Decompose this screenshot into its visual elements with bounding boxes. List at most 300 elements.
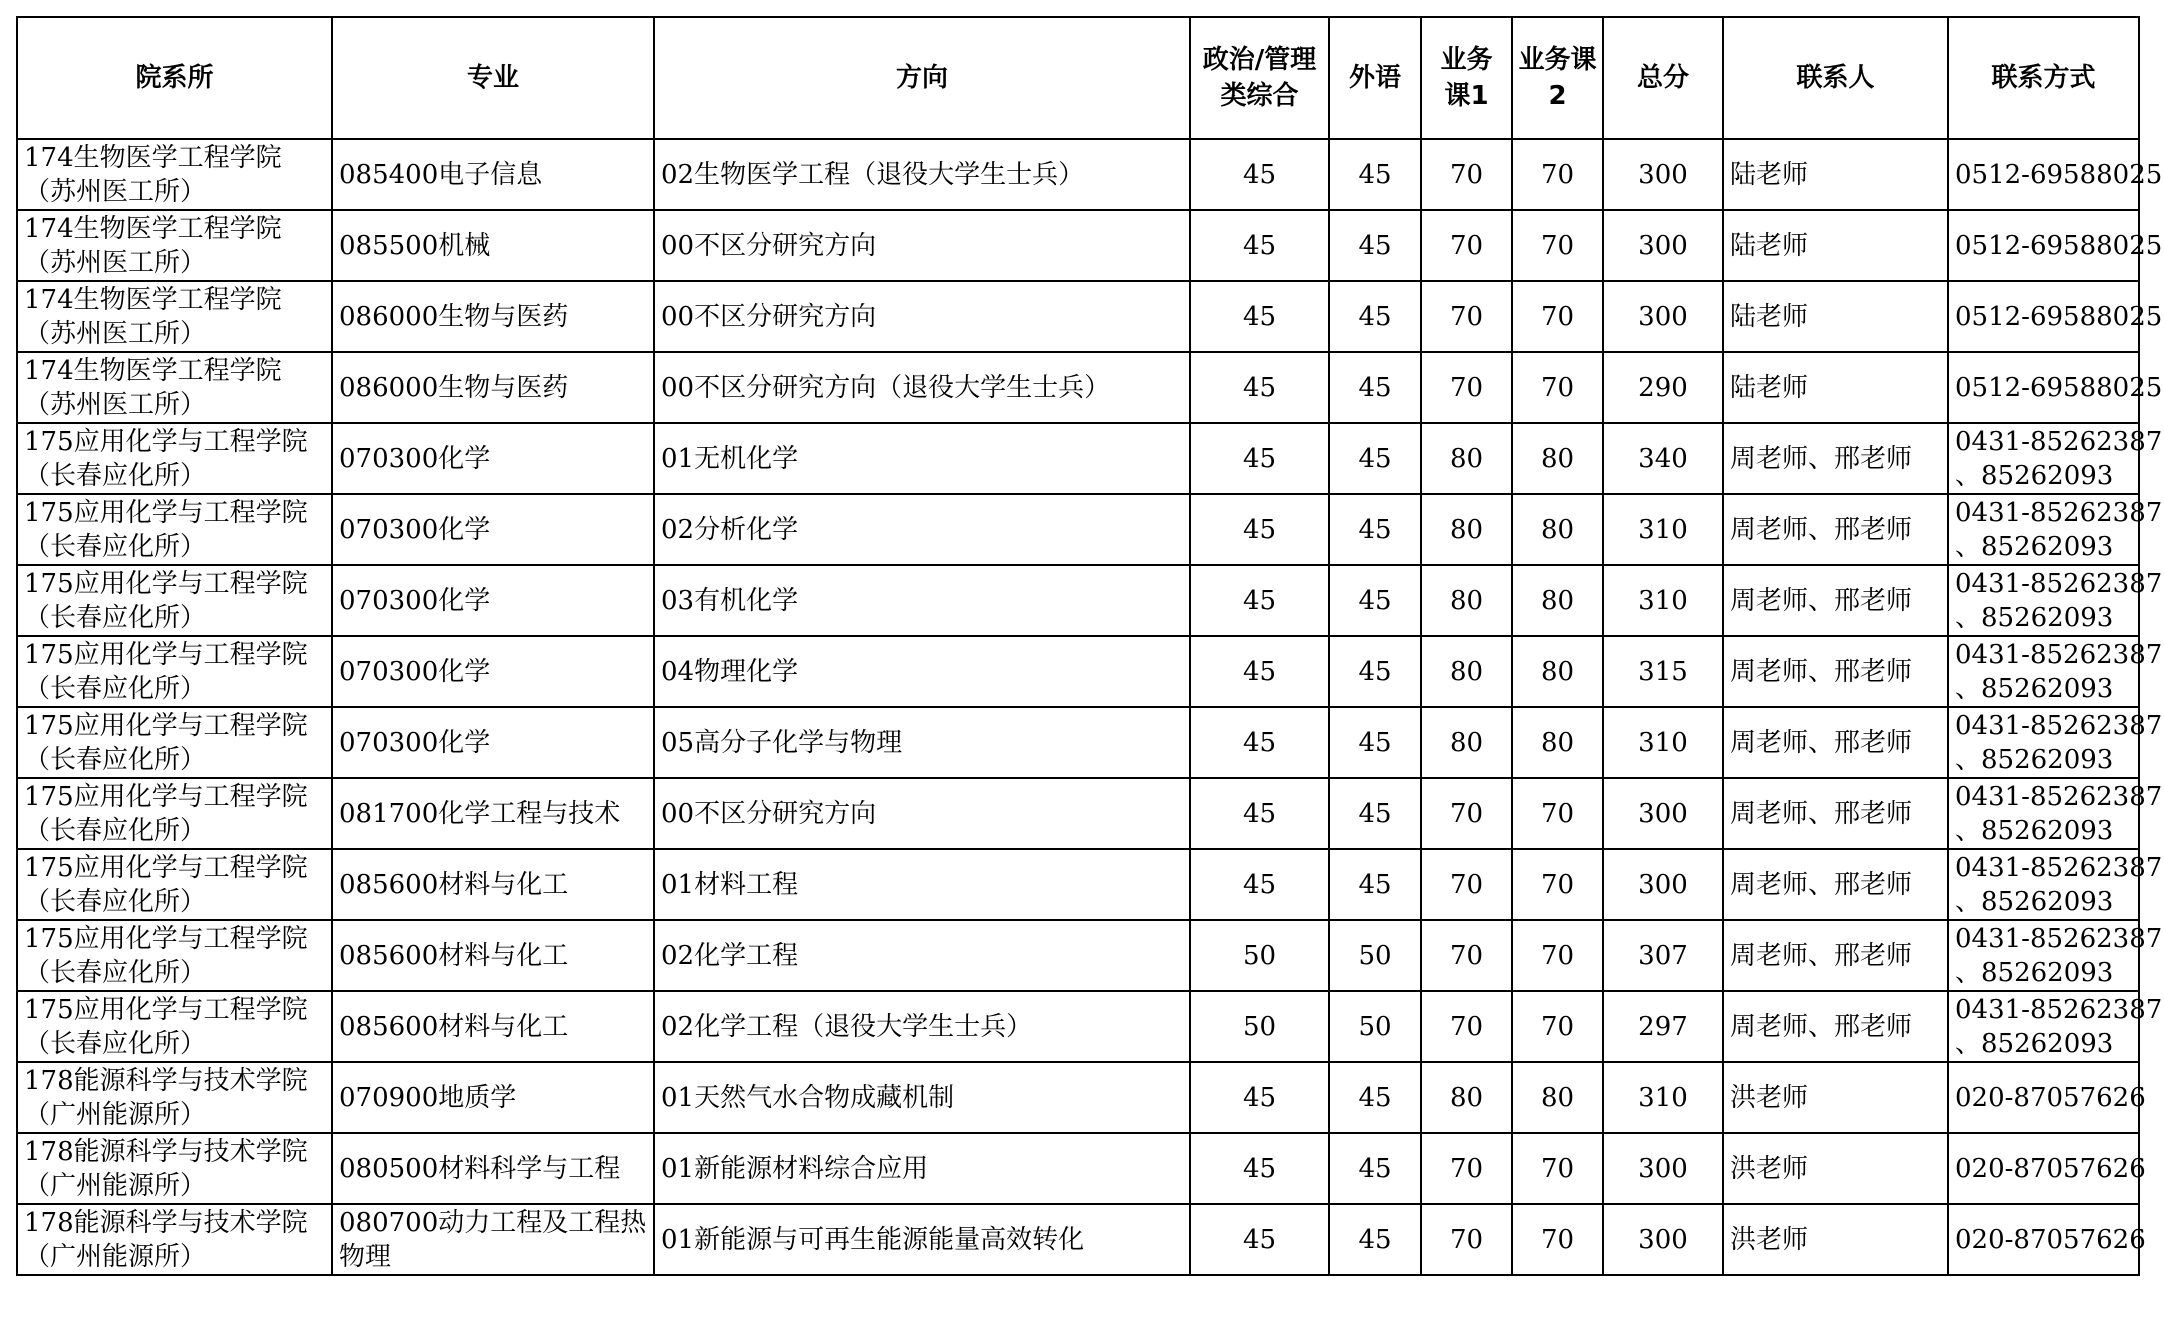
cell-foreign-language-score	[1329, 1204, 1421, 1275]
cell-contact	[1948, 352, 2163, 423]
cell-total-score	[1603, 281, 1723, 352]
cell-institute	[17, 565, 332, 636]
cell-course1-score	[1421, 139, 1512, 210]
cell-course1-score-text: 70	[1449, 1153, 1484, 1184]
header-foreign-language	[1329, 17, 1421, 139]
header-politics	[1190, 17, 1329, 139]
cell-foreign-language-score	[1329, 352, 1421, 423]
cell-course2-score	[1512, 281, 1603, 352]
cell-institute-line: （长春应化所）	[24, 886, 207, 917]
header-label: 业务课	[1518, 45, 1597, 75]
cell-institute	[17, 707, 332, 778]
cell-course2-score	[1512, 778, 1603, 849]
cell-contact	[1948, 920, 2163, 991]
cell-total-score-text: 300	[1638, 1224, 1688, 1255]
cell-institute-line: （长春应化所）	[24, 531, 207, 562]
cell-total-score	[1603, 636, 1723, 707]
cell-course1-score-text: 80	[1449, 585, 1484, 616]
table-row	[17, 1204, 2139, 1275]
cell-course1-score-text: 70	[1449, 940, 1484, 971]
cell-politics-score	[1190, 991, 1329, 1062]
cell-total-score-text: 300	[1638, 301, 1688, 332]
cell-contact-line: 、85262093	[1955, 531, 2114, 562]
cell-politics-score-text: 45	[1242, 301, 1277, 332]
cell-direction-text: 01新能源材料综合应用	[661, 1153, 929, 1184]
cell-contact-line: 020-87057626	[1955, 1082, 2146, 1113]
cell-institute-line: 174生物医学工程学院	[24, 213, 282, 244]
cell-contact-line: 、85262093	[1955, 673, 2114, 704]
cell-total-score	[1603, 849, 1723, 920]
cell-course1-score	[1421, 707, 1512, 778]
cell-course1-score-text: 80	[1449, 1082, 1484, 1113]
cell-institute	[17, 778, 332, 849]
table-row	[17, 1062, 2139, 1133]
cell-course1-score	[1421, 494, 1512, 565]
cell-course1-score-text: 70	[1449, 372, 1484, 403]
cell-major	[332, 281, 654, 352]
cell-institute-line: 178能源科学与技术学院	[24, 1207, 308, 1238]
cell-course1-score	[1421, 991, 1512, 1062]
cell-foreign-language-score-text: 45	[1358, 585, 1392, 616]
cell-course2-score-text: 80	[1540, 656, 1575, 687]
cell-contact-person	[1723, 920, 1948, 991]
cell-institute-line: 178能源科学与技术学院	[24, 1136, 308, 1167]
cell-contact-person	[1723, 565, 1948, 636]
cell-course1-score	[1421, 778, 1512, 849]
cell-contact-person	[1723, 423, 1948, 494]
cell-total-score-text: 310	[1638, 1082, 1688, 1113]
cell-major	[332, 565, 654, 636]
cell-course2-score	[1512, 707, 1603, 778]
header-major	[332, 17, 654, 139]
cell-course2-score-text: 80	[1540, 514, 1575, 545]
cell-direction-text: 02分析化学	[661, 514, 799, 545]
table-row	[17, 920, 2139, 991]
header-label: 政治/管理	[1202, 45, 1317, 75]
cell-total-score-text: 315	[1638, 656, 1688, 687]
cell-contact-line: 0512-69588025	[1955, 159, 2163, 190]
cell-course2-score	[1512, 565, 1603, 636]
cell-institute-line: （广州能源所）	[24, 1170, 207, 1201]
table-row	[17, 707, 2139, 778]
cell-institute-line: （苏州医工所）	[24, 247, 207, 278]
cell-course2-score	[1512, 1062, 1603, 1133]
cell-institute-line: 175应用化学与工程学院	[24, 568, 308, 599]
cell-direction-text: 01天然气水合物成藏机制	[661, 1082, 955, 1113]
cell-total-score	[1603, 991, 1723, 1062]
header-course1	[1421, 17, 1512, 139]
cell-institute-line: （长春应化所）	[24, 744, 207, 775]
cell-contact-line: 0431-85262387	[1955, 426, 2163, 457]
cell-major	[332, 423, 654, 494]
cell-contact-person-text: 洪老师	[1730, 1082, 1809, 1113]
cell-institute	[17, 139, 332, 210]
cell-course1-score-text: 80	[1449, 443, 1484, 474]
cell-foreign-language-score	[1329, 636, 1421, 707]
cell-institute	[17, 1133, 332, 1204]
cell-contact-person-text: 陆老师	[1730, 230, 1809, 261]
cell-contact-person	[1723, 139, 1948, 210]
cell-course2-score-text: 70	[1540, 301, 1575, 332]
cell-direction-text: 00不区分研究方向	[661, 301, 877, 332]
cell-direction-text: 01无机化学	[661, 443, 799, 474]
cell-contact-person	[1723, 1062, 1948, 1133]
cell-contact-line: 0431-85262387	[1955, 781, 2163, 812]
cell-course2-score	[1512, 423, 1603, 494]
cell-course1-score-text: 70	[1449, 159, 1484, 190]
cell-course1-score-text: 80	[1449, 727, 1484, 758]
cell-politics-score-text: 50	[1242, 940, 1277, 971]
cell-course2-score	[1512, 494, 1603, 565]
cell-total-score	[1603, 352, 1723, 423]
table-row	[17, 352, 2139, 423]
cell-politics-score-text: 45	[1242, 443, 1277, 474]
cell-contact	[1948, 849, 2163, 920]
cell-total-score	[1603, 1133, 1723, 1204]
cell-foreign-language-score	[1329, 991, 1421, 1062]
cell-institute-line: 174生物医学工程学院	[24, 142, 282, 173]
cell-foreign-language-score-text: 45	[1358, 1224, 1392, 1255]
cell-major-text: 086000生物与医药	[339, 301, 569, 332]
cell-contact	[1948, 281, 2163, 352]
cell-contact-person-text: 周老师、邢老师	[1730, 514, 1913, 545]
cell-direction	[654, 423, 1190, 494]
cell-course2-score	[1512, 210, 1603, 281]
cell-total-score-text: 307	[1638, 940, 1688, 971]
cell-contact	[1948, 139, 2163, 210]
cell-direction-text: 00不区分研究方向	[661, 230, 877, 261]
cell-politics-score	[1190, 1133, 1329, 1204]
cell-direction	[654, 778, 1190, 849]
cell-contact-line: 、85262093	[1955, 1028, 2114, 1059]
cell-contact-line: 0431-85262387	[1955, 497, 2163, 528]
cell-total-score	[1603, 920, 1723, 991]
cell-course2-score	[1512, 139, 1603, 210]
cell-contact-person	[1723, 1133, 1948, 1204]
cell-institute	[17, 849, 332, 920]
cell-institute-line: （长春应化所）	[24, 1028, 207, 1059]
header-label: 外语	[1348, 63, 1401, 93]
cell-contact	[1948, 991, 2163, 1062]
table-header-row	[17, 17, 2139, 139]
cell-contact-person-text: 周老师、邢老师	[1730, 443, 1913, 474]
table-row	[17, 494, 2139, 565]
cell-course1-score	[1421, 1062, 1512, 1133]
cell-institute-line: 175应用化学与工程学院	[24, 497, 308, 528]
cell-course1-score-text: 80	[1449, 656, 1484, 687]
cell-course1-score	[1421, 1133, 1512, 1204]
cell-major-text: 070300化学	[339, 514, 491, 545]
cell-direction	[654, 1204, 1190, 1275]
cell-contact-line: 0512-69588025	[1955, 230, 2163, 261]
header-label: 业务	[1440, 45, 1493, 75]
cell-institute-line: 175应用化学与工程学院	[24, 426, 308, 457]
table-body	[17, 139, 2163, 1275]
cell-contact-person-text: 周老师、邢老师	[1730, 940, 1913, 971]
cell-major-text: 080700动力工程及工程热物理	[339, 1207, 647, 1272]
cell-major	[332, 210, 654, 281]
cell-institute-line: （长春应化所）	[24, 673, 207, 704]
cell-contact-person	[1723, 636, 1948, 707]
header-label: 院系所	[135, 63, 214, 93]
table-row	[17, 210, 2139, 281]
cell-foreign-language-score-text: 45	[1358, 1082, 1392, 1113]
cell-course1-score-text: 70	[1449, 1011, 1484, 1042]
cell-politics-score	[1190, 920, 1329, 991]
cell-institute-line: 175应用化学与工程学院	[24, 852, 308, 883]
cell-direction	[654, 849, 1190, 920]
header-label: 联系方式	[1991, 63, 2096, 93]
cell-major	[332, 1133, 654, 1204]
cell-contact-person-text: 陆老师	[1730, 372, 1809, 403]
cell-politics-score-text: 45	[1242, 372, 1277, 403]
cell-total-score-text: 300	[1638, 230, 1688, 261]
cell-foreign-language-score	[1329, 565, 1421, 636]
cell-course1-score	[1421, 1204, 1512, 1275]
cell-direction	[654, 210, 1190, 281]
cell-foreign-language-score-text: 45	[1358, 869, 1392, 900]
cell-institute	[17, 494, 332, 565]
cell-direction	[654, 1133, 1190, 1204]
cell-institute-line: 175应用化学与工程学院	[24, 994, 308, 1025]
cell-total-score	[1603, 139, 1723, 210]
cell-direction	[654, 707, 1190, 778]
cell-institute-line: （苏州医工所）	[24, 176, 207, 207]
cell-direction-text: 01新能源与可再生能源能量高效转化	[661, 1224, 1085, 1255]
cell-total-score	[1603, 1204, 1723, 1275]
cell-contact-line: 、85262093	[1955, 815, 2114, 846]
cell-course1-score-text: 70	[1449, 301, 1484, 332]
cell-institute	[17, 991, 332, 1062]
cell-total-score	[1603, 778, 1723, 849]
cell-direction	[654, 991, 1190, 1062]
cell-politics-score-text: 45	[1242, 159, 1277, 190]
cell-course1-score	[1421, 210, 1512, 281]
cell-contact-person-text: 洪老师	[1730, 1224, 1809, 1255]
cell-politics-score-text: 45	[1242, 585, 1277, 616]
cell-institute	[17, 1062, 332, 1133]
cell-institute	[17, 636, 332, 707]
cell-course2-score-text: 80	[1540, 1082, 1575, 1113]
cell-contact-person-text: 洪老师	[1730, 1153, 1809, 1184]
cell-contact	[1948, 423, 2163, 494]
cell-foreign-language-score-text: 45	[1358, 443, 1392, 474]
cell-contact-line: 0512-69588025	[1955, 301, 2163, 332]
cell-direction	[654, 636, 1190, 707]
cell-major	[332, 636, 654, 707]
cell-contact	[1948, 778, 2163, 849]
header-label: 2	[1548, 81, 1567, 111]
cell-contact-person-text: 陆老师	[1730, 159, 1809, 190]
cell-contact-person-text: 周老师、邢老师	[1730, 656, 1913, 687]
table-row	[17, 281, 2139, 352]
cell-direction-text: 02生物医学工程（退役大学生士兵）	[661, 159, 1085, 190]
cell-institute-line: 174生物医学工程学院	[24, 355, 282, 386]
cell-total-score-text: 310	[1638, 514, 1688, 545]
header-label: 方向	[895, 63, 948, 93]
cell-contact	[1948, 1133, 2146, 1204]
cell-contact-line: 0431-85262387	[1955, 639, 2163, 670]
cell-politics-score-text: 45	[1242, 727, 1277, 758]
table-row	[17, 565, 2139, 636]
cell-foreign-language-score	[1329, 423, 1421, 494]
cell-major-text: 080500材料科学与工程	[339, 1153, 621, 1184]
cell-course2-score-text: 70	[1540, 372, 1575, 403]
score-table	[16, 16, 2163, 1276]
cell-contact-line: 、85262093	[1955, 886, 2114, 917]
cell-total-score-text: 300	[1638, 159, 1688, 190]
cell-course2-score	[1512, 991, 1603, 1062]
cell-foreign-language-score-text: 45	[1358, 727, 1392, 758]
cell-major-text: 070300化学	[339, 727, 491, 758]
cell-foreign-language-score	[1329, 281, 1421, 352]
cell-total-score	[1603, 210, 1723, 281]
table-row	[17, 139, 2139, 210]
cell-course2-score	[1512, 1204, 1603, 1275]
cell-contact-line: 020-87057626	[1955, 1153, 2146, 1184]
cell-course2-score	[1512, 636, 1603, 707]
header-total	[1603, 17, 1723, 139]
cell-course2-score-text: 70	[1540, 159, 1575, 190]
cell-major-text: 081700化学工程与技术	[339, 798, 621, 829]
cell-foreign-language-score-text: 45	[1358, 656, 1392, 687]
cell-major	[332, 849, 654, 920]
cell-direction-text: 01材料工程	[661, 869, 799, 900]
cell-foreign-language-score	[1329, 849, 1421, 920]
cell-direction-text: 03有机化学	[661, 585, 799, 616]
cell-major-text: 085600材料与化工	[339, 1011, 569, 1042]
cell-foreign-language-score-text: 45	[1358, 372, 1392, 403]
cell-direction-text: 00不区分研究方向（退役大学生士兵）	[661, 372, 1111, 403]
cell-direction	[654, 1062, 1190, 1133]
cell-major	[332, 1204, 654, 1275]
cell-institute	[17, 423, 332, 494]
cell-major-text: 085500机械	[339, 230, 491, 261]
cell-major-text: 085400电子信息	[339, 159, 543, 190]
cell-foreign-language-score	[1329, 210, 1421, 281]
cell-contact	[1948, 1062, 2146, 1133]
cell-contact-person	[1723, 210, 1948, 281]
cell-major	[332, 707, 654, 778]
cell-politics-score	[1190, 423, 1329, 494]
cell-contact-person	[1723, 281, 1948, 352]
cell-institute-line: 178能源科学与技术学院	[24, 1065, 308, 1096]
cell-major	[332, 494, 654, 565]
cell-contact-line: 0431-85262387	[1955, 923, 2163, 954]
cell-institute-line: （广州能源所）	[24, 1241, 207, 1272]
cell-major-text: 070300化学	[339, 656, 491, 687]
cell-course1-score-text: 70	[1449, 230, 1484, 261]
cell-course1-score-text: 70	[1449, 1224, 1484, 1255]
header-contact-person	[1723, 17, 1948, 139]
cell-foreign-language-score-text: 45	[1358, 514, 1392, 545]
cell-institute-line: 175应用化学与工程学院	[24, 639, 308, 670]
cell-contact-person	[1723, 494, 1948, 565]
cell-contact-person-text: 周老师、邢老师	[1730, 869, 1913, 900]
table-row	[17, 849, 2139, 920]
cell-course1-score	[1421, 565, 1512, 636]
cell-foreign-language-score-text: 50	[1358, 1011, 1392, 1042]
cell-institute-line: （苏州医工所）	[24, 318, 207, 349]
cell-course1-score	[1421, 636, 1512, 707]
cell-institute	[17, 352, 332, 423]
cell-course2-score	[1512, 1133, 1603, 1204]
cell-institute	[17, 210, 332, 281]
cell-total-score-text: 297	[1638, 1011, 1688, 1042]
cell-contact-line: 0512-69588025	[1955, 372, 2163, 403]
cell-total-score-text: 300	[1638, 869, 1688, 900]
cell-course1-score	[1421, 281, 1512, 352]
cell-institute	[17, 1204, 332, 1275]
cell-contact-person-text: 周老师、邢老师	[1730, 1011, 1913, 1042]
cell-direction-text: 02化学工程	[661, 940, 799, 971]
cell-course2-score-text: 70	[1540, 1224, 1575, 1255]
cell-politics-score	[1190, 281, 1329, 352]
table-row	[17, 423, 2139, 494]
cell-direction-text: 00不区分研究方向	[661, 798, 877, 829]
cell-politics-score	[1190, 1204, 1329, 1275]
table-row	[17, 778, 2139, 849]
cell-major-text: 070900地质学	[339, 1082, 517, 1113]
cell-course1-score-text: 70	[1449, 869, 1484, 900]
cell-contact	[1948, 636, 2163, 707]
cell-politics-score	[1190, 849, 1329, 920]
cell-contact-person	[1723, 1204, 1948, 1275]
cell-institute-line: 175应用化学与工程学院	[24, 923, 308, 954]
cell-contact-line: 、85262093	[1955, 744, 2114, 775]
cell-major-text: 085600材料与化工	[339, 869, 569, 900]
score-table-sheet	[16, 16, 2163, 1276]
cell-total-score	[1603, 423, 1723, 494]
cell-institute-line: （长春应化所）	[24, 957, 207, 988]
cell-major	[332, 1062, 654, 1133]
cell-course2-score-text: 70	[1540, 798, 1575, 829]
cell-politics-score	[1190, 565, 1329, 636]
cell-course2-score	[1512, 352, 1603, 423]
cell-course2-score	[1512, 849, 1603, 920]
cell-institute-line: （苏州医工所）	[24, 389, 207, 420]
cell-course2-score-text: 70	[1540, 230, 1575, 261]
cell-course1-score-text: 70	[1449, 798, 1484, 829]
cell-course2-score-text: 70	[1540, 940, 1575, 971]
cell-politics-score	[1190, 707, 1329, 778]
cell-contact-line: 0431-85262387	[1955, 994, 2163, 1025]
cell-contact-person-text: 周老师、邢老师	[1730, 585, 1913, 616]
cell-total-score-text: 290	[1638, 372, 1688, 403]
cell-institute-line: 175应用化学与工程学院	[24, 710, 308, 741]
header-label: 联系人	[1796, 63, 1875, 93]
cell-politics-score-text: 45	[1242, 1224, 1277, 1255]
cell-foreign-language-score	[1329, 778, 1421, 849]
cell-course1-score-text: 80	[1449, 514, 1484, 545]
header-label: 专业	[466, 63, 519, 93]
header-label: 总分	[1636, 63, 1689, 93]
cell-course2-score-text: 80	[1540, 727, 1575, 758]
cell-course2-score-text: 70	[1540, 1011, 1575, 1042]
table-row	[17, 636, 2139, 707]
cell-politics-score	[1190, 636, 1329, 707]
cell-contact	[1948, 707, 2163, 778]
cell-contact-line: 0431-85262387	[1955, 710, 2163, 741]
cell-direction	[654, 494, 1190, 565]
header-institute	[17, 17, 332, 139]
cell-total-score-text: 340	[1638, 443, 1688, 474]
cell-foreign-language-score	[1329, 139, 1421, 210]
cell-major	[332, 920, 654, 991]
cell-direction	[654, 565, 1190, 636]
cell-course2-score	[1512, 920, 1603, 991]
cell-institute	[17, 920, 332, 991]
